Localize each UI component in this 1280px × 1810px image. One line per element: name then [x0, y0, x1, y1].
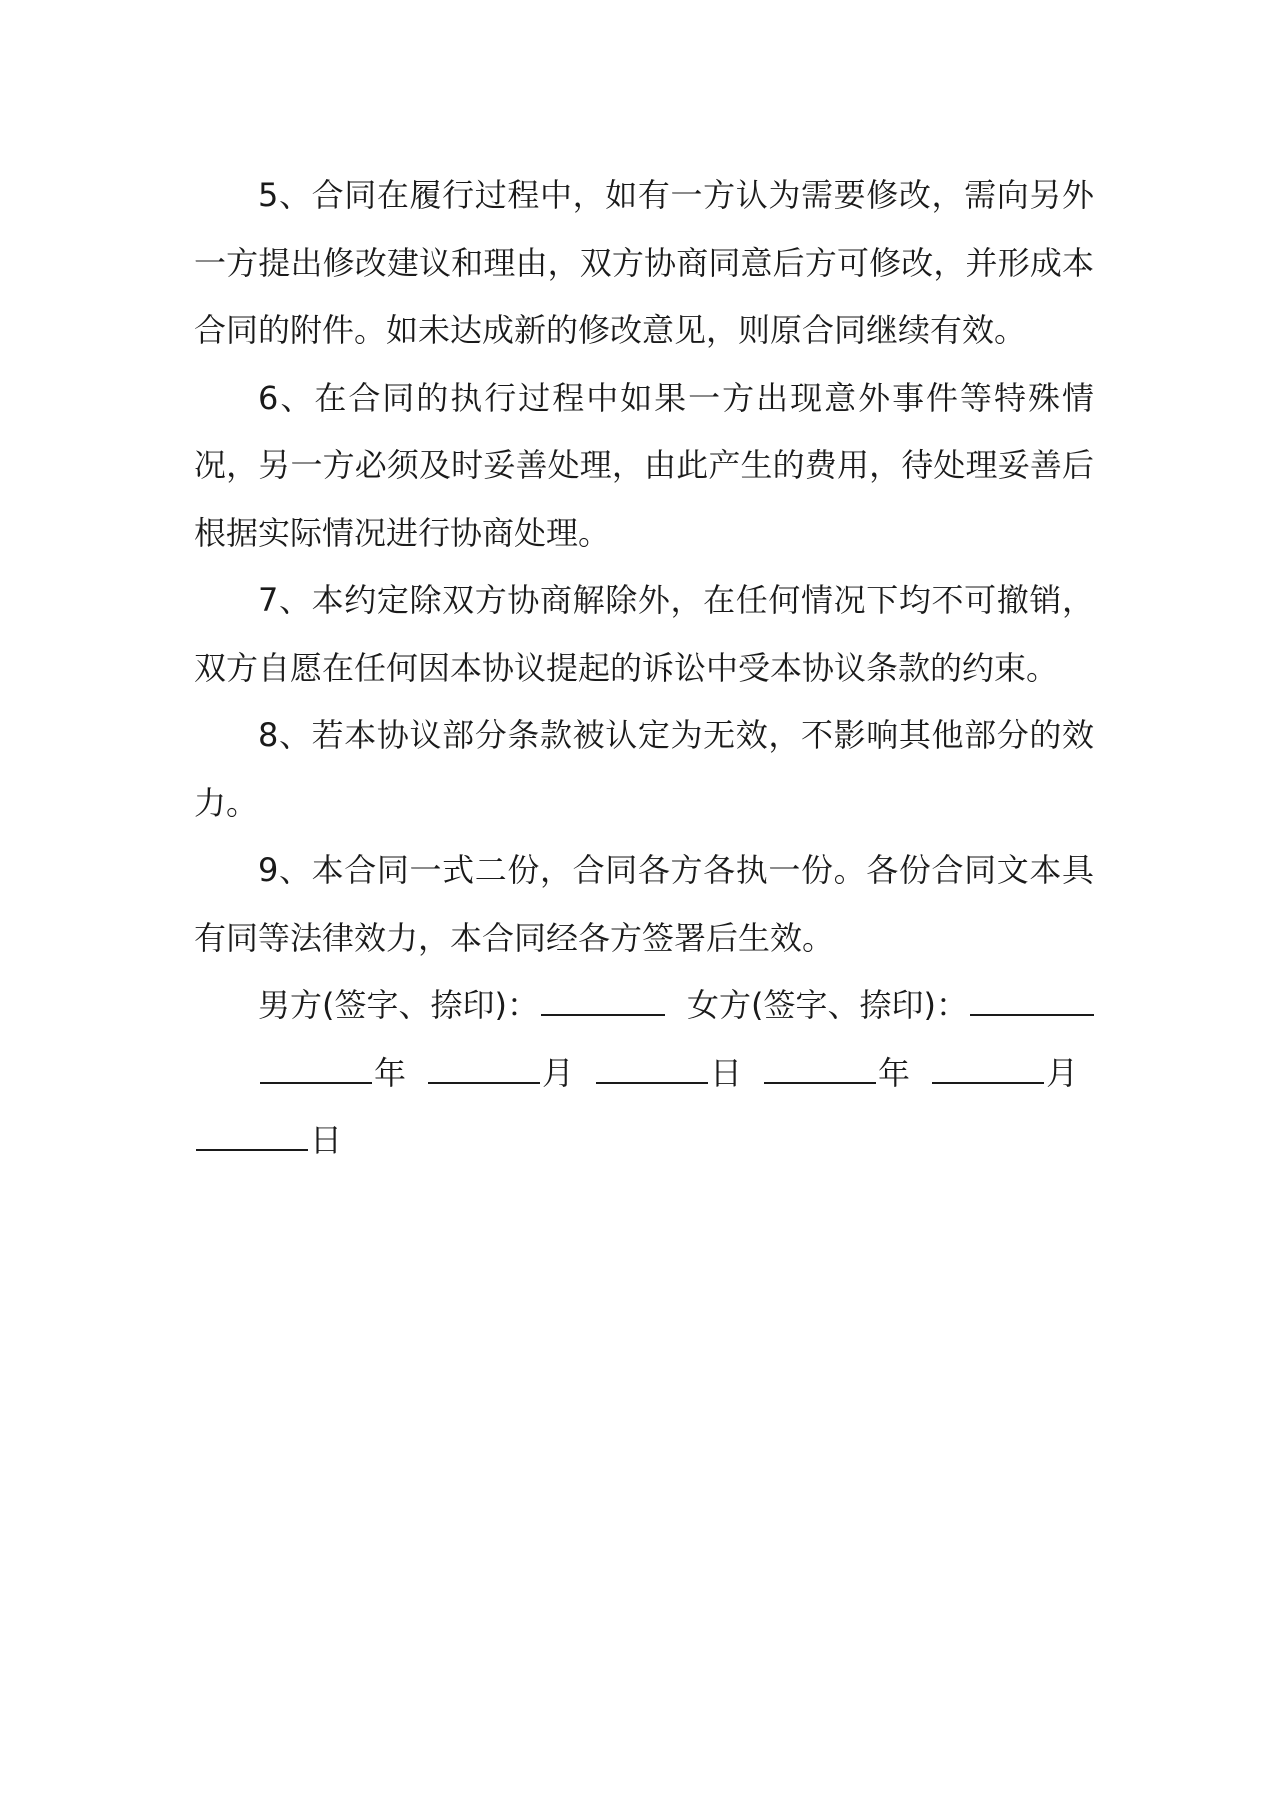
- male-day-blank[interactable]: [596, 1078, 708, 1084]
- female-year-blank[interactable]: [764, 1078, 876, 1084]
- clause-7: 7、本约定除双方协商解除外，在任何情况下均不可撤销，双方自愿在任何因本协议提起的诉讼中受本协议条款的约束。: [194, 581, 1094, 687]
- female-day-blank[interactable]: [196, 1145, 308, 1151]
- male-year-label: 年: [374, 1053, 407, 1092]
- male-signature-blank[interactable]: [541, 1010, 665, 1016]
- clause-6: 6、在合同的执行过程中如果一方出现意外事件等特殊情况，另一方必须及时妥善处理，由此产生的费用，待处理妥善后根据实际情况进行协商处理。: [194, 378, 1094, 552]
- female-month-label: 月: [1046, 1053, 1079, 1092]
- contract-page: [194, 162, 1094, 1175]
- date-line-continued: [194, 1107, 1094, 1175]
- female-signature-blank[interactable]: [970, 1010, 1094, 1016]
- female-year-label: 年: [878, 1053, 911, 1092]
- signature-line: [194, 972, 1094, 1040]
- male-month-blank[interactable]: [428, 1078, 540, 1084]
- male-month-label: 月: [542, 1053, 575, 1092]
- female-month-blank[interactable]: [932, 1078, 1044, 1084]
- clause-8: 8、若本协议部分条款被认定为无效，不影响其他部分的效力。: [194, 716, 1094, 822]
- clause-9: 9、本合同一式二份，合同各方各执一份。各份合同文本具有同等法律效力，本合同经各方签署后生效。: [194, 851, 1094, 957]
- male-day-label: 日: [710, 1053, 743, 1092]
- female-signature-label: 女方(签字、捺印)：: [686, 986, 968, 1024]
- female-day-label: 日: [310, 1121, 343, 1159]
- male-signature-label: 男方(签字、捺印)：: [258, 986, 539, 1024]
- clause-5: 5、合同在履行过程中，如有一方认为需要修改，需向另外一方提出修改建议和理由，双方协商同意后方可修改，并形成本合同的附件。如未达成新的修改意见，则原合同继续有效。: [194, 176, 1094, 349]
- date-line: [194, 1040, 1094, 1108]
- male-year-blank[interactable]: [260, 1078, 372, 1084]
